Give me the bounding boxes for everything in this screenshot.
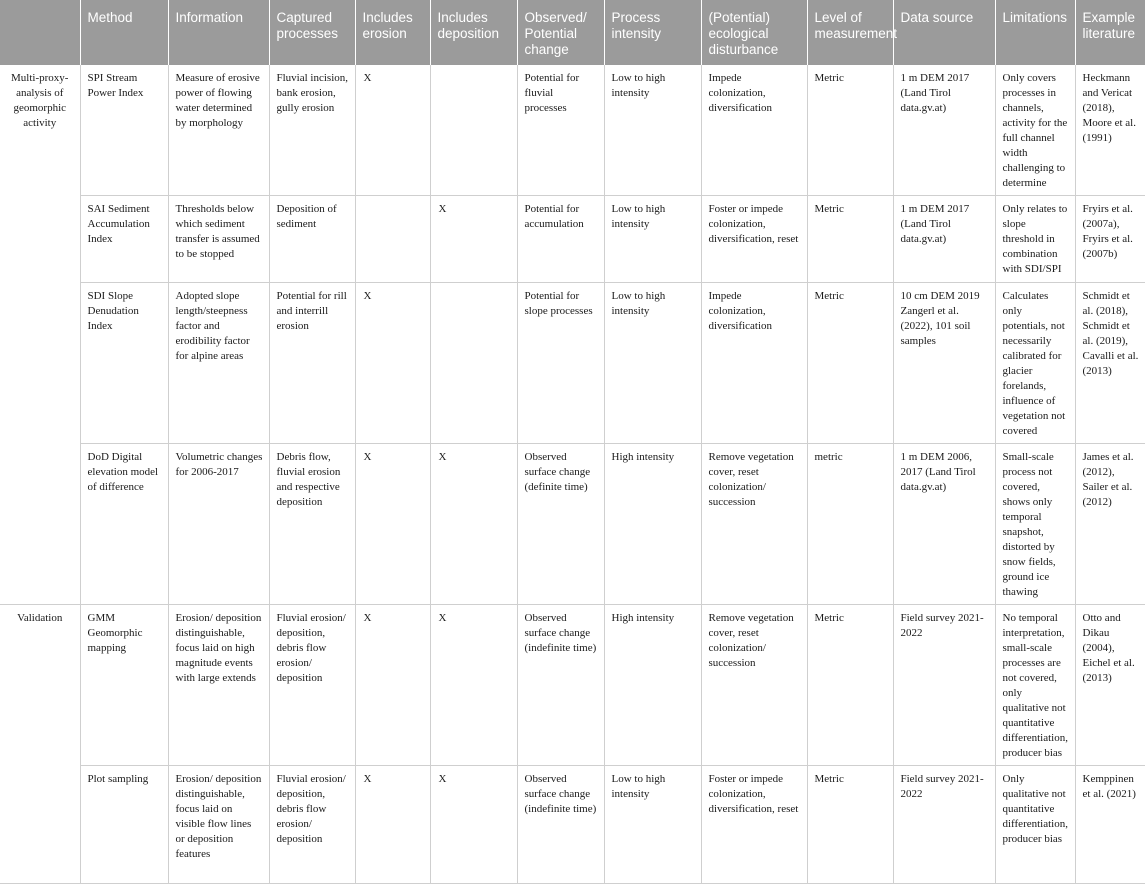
cell-intensity: Low to high intensity [604,766,701,884]
cell-intensity: High intensity [604,444,701,605]
cell-change: Potential for accumulation [517,196,604,283]
header-limitations: Limitations [995,0,1075,65]
table-row [0,283,1145,444]
cell-intensity: Low to high intensity [604,65,701,196]
cell-change: Potential for slope processes [517,283,604,444]
cell-limitations: Calculates only potentials, not necessarily calibrated for glacier forelands, influence of vegetation not covered [995,283,1075,444]
cell-data-source: 10 cm DEM 2019 Zangerl et al. (2022), 101 soil samples [893,283,995,444]
cell-information: Thresholds below which sediment transfer is assumed to be stopped [168,196,269,283]
cell-data-source: 1 m DEM 2017 (Land Tirol data.gv.at) [893,65,995,196]
cell-change: Observed surface change (definite time) [517,444,604,605]
header-level-of-measurement: Level of measurement [807,0,893,65]
table-header [0,0,1145,65]
header-process-intensity: Process intensity [604,0,701,65]
cell-information: Erosion/ deposition distinguishable, focus laid on visible flow lines or deposition features [168,766,269,884]
cell-intensity: High intensity [604,605,701,766]
cell-literature: Kemppinen et al. (2021) [1075,766,1145,884]
cell-includes-erosion: X [355,444,430,605]
group-label-validation: Validation [0,605,80,884]
cell-includes-deposition [430,65,517,196]
cell-intensity: Low to high intensity [604,196,701,283]
table-row [0,605,1145,766]
cell-captured-processes: Potential for rill and interrill erosion [269,283,355,444]
cell-method: SDI Slope Denudation Index [80,283,168,444]
cell-disturbance: Impede colonization, diversification [701,65,807,196]
cell-method: SPI Stream Power Index [80,65,168,196]
cell-method: Plot sampling [80,766,168,884]
cell-includes-erosion: X [355,766,430,884]
cell-level: Metric [807,766,893,884]
header-information: Information [168,0,269,65]
cell-literature: Heckmann and Vericat (2018), Moore et al. (1991) [1075,65,1145,196]
cell-data-source: 1 m DEM 2017 (Land Tirol data.gv.at) [893,196,995,283]
table-row [0,65,1145,196]
header-includes-deposition: Includes deposition [430,0,517,65]
group-label-multi-proxy: Multi-proxy-analysis of geomorphic activity [0,65,80,605]
table-row [0,196,1145,283]
header-includes-erosion: Includes erosion [355,0,430,65]
cell-includes-erosion: X [355,283,430,444]
cell-level: Metric [807,65,893,196]
header-method: Method [80,0,168,65]
cell-level: Metric [807,283,893,444]
cell-information: Volumetric changes for 2006-2017 [168,444,269,605]
cell-limitations: Only relates to slope threshold in combination with SDI/SPI [995,196,1075,283]
table-row [0,766,1145,884]
cell-includes-deposition: X [430,196,517,283]
cell-data-source: Field survey 2021-2022 [893,766,995,884]
table-body [0,65,1145,884]
cell-limitations: Only qualitative not quantitative differentiation, producer bias [995,766,1075,884]
cell-information: Erosion/ deposition distinguishable, focus laid on high magnitude events with large extends [168,605,269,766]
cell-includes-deposition: X [430,766,517,884]
cell-method: DoD Digital elevation model of difference [80,444,168,605]
header-example-literature: Example literature [1075,0,1145,65]
cell-literature: Schmidt et al. (2018), Schmidt et al. (2019), Cavalli et al. (2013) [1075,283,1145,444]
cell-includes-deposition [430,283,517,444]
cell-method: GMM Geomorphic mapping [80,605,168,766]
cell-includes-deposition: X [430,444,517,605]
cell-includes-deposition: X [430,605,517,766]
cell-information: Adopted slope length/steepness factor and erodibility factor for alpine areas [168,283,269,444]
cell-limitations: Only covers processes in channels, activity for the full channel width challenging to determine [995,65,1075,196]
cell-disturbance: Foster or impede colonization, diversification, reset [701,196,807,283]
header-ecological-disturbance: (Potential) ecological disturbance [701,0,807,65]
cell-captured-processes: Debris flow, fluvial erosion and respective deposition [269,444,355,605]
cell-information: Measure of erosive power of flowing water determined by morphology [168,65,269,196]
cell-intensity: Low to high intensity [604,283,701,444]
cell-captured-processes: Deposition of sediment [269,196,355,283]
cell-level: Metric [807,605,893,766]
header-data-source: Data source [893,0,995,65]
cell-literature: Otto and Dikau (2004), Eichel et al. (2013) [1075,605,1145,766]
cell-disturbance: Impede colonization, diversification [701,283,807,444]
cell-limitations: No temporal interpretation, small-scale processes are not covered, only qualitative not quantitative differentiation, producer bias [995,605,1075,766]
cell-level: metric [807,444,893,605]
cell-change: Potential for fluvial processes [517,65,604,196]
cell-captured-processes: Fluvial erosion/ deposition, debris flow erosion/ deposition [269,605,355,766]
cell-literature: Fryirs et al. (2007a), Fryirs et al. (2007b) [1075,196,1145,283]
cell-disturbance: Foster or impede colonization, diversification, reset [701,766,807,884]
header-captured-processes: Captured processes [269,0,355,65]
header-group-cell [0,0,80,65]
cell-includes-erosion: X [355,65,430,196]
cell-captured-processes: Fluvial erosion/ deposition, debris flow erosion/ deposition [269,766,355,884]
header-row [0,0,1145,65]
cell-disturbance: Remove vegetation cover, reset colonization/ succession [701,444,807,605]
cell-level: Metric [807,196,893,283]
cell-method: SAI Sediment Accumulation Index [80,196,168,283]
cell-change: Observed surface change (indefinite time) [517,766,604,884]
cell-data-source: 1 m DEM 2006, 2017 (Land Tirol data.gv.at) [893,444,995,605]
cell-captured-processes: Fluvial incision, bank erosion, gully erosion [269,65,355,196]
cell-literature: James et al. (2012), Sailer et al. (2012) [1075,444,1145,605]
cell-limitations: Small-scale process not covered, shows only temporal snapshot, distorted by snow fields, ground ice thawing [995,444,1075,605]
cell-data-source: Field survey 2021-2022 [893,605,995,766]
cell-includes-erosion: X [355,605,430,766]
cell-change: Observed surface change (indefinite time) [517,605,604,766]
header-observed-potential-change: Observed/ Potential change [517,0,604,65]
table-row [0,444,1145,605]
cell-disturbance: Remove vegetation cover, reset colonization/ succession [701,605,807,766]
cell-includes-erosion [355,196,430,283]
